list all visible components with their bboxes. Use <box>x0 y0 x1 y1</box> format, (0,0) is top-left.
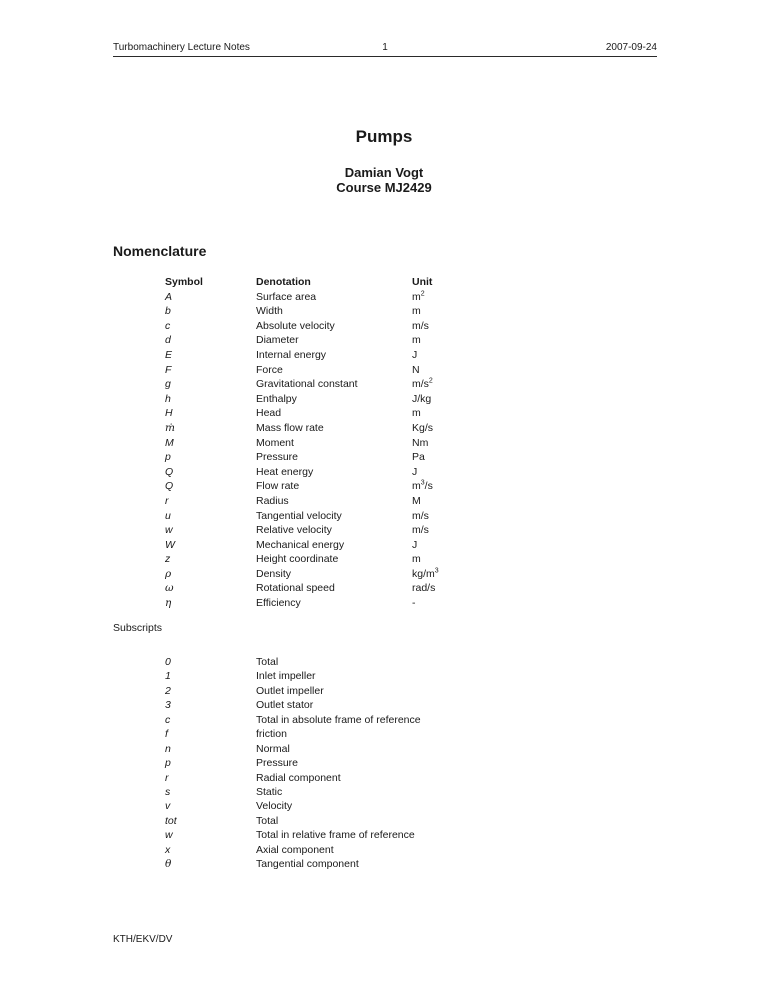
table-row <box>165 684 605 698</box>
course-code: Course MJ2429 <box>336 180 432 195</box>
denotation-cell: Gravitational constant <box>256 378 358 391</box>
nomenclature-table <box>165 275 605 611</box>
table-row <box>165 523 605 538</box>
symbol-cell: b <box>165 305 171 318</box>
symbol-cell: f <box>165 728 168 741</box>
table-row <box>165 377 605 392</box>
denotation-cell: Enthalpy <box>256 392 297 405</box>
denotation-cell: Head <box>256 407 282 420</box>
symbol-cell: 0 <box>165 656 171 668</box>
symbol-cell: F <box>165 363 172 376</box>
symbol-cell: W <box>165 538 175 551</box>
unit-cell: $kg/m^3$ <box>412 567 439 580</box>
denotation-cell: Relative velocity <box>256 524 332 537</box>
denotation-cell: Static <box>256 785 283 798</box>
symbol-cell: s <box>165 785 171 798</box>
symbol-cell: ρ <box>165 567 172 580</box>
symbol-cell: E <box>165 348 173 361</box>
symbol-cell: r <box>165 771 169 784</box>
unit-cell: J <box>412 538 418 551</box>
author-block <box>0 165 768 195</box>
subscripts-heading: Subscripts <box>113 622 163 634</box>
denotation-cell: Normal <box>256 742 290 755</box>
table-row <box>165 333 605 348</box>
denotation-cell: Efficiency <box>256 597 301 610</box>
table-row <box>165 406 605 421</box>
table-row <box>165 494 605 509</box>
symbol-cell: c <box>165 713 171 726</box>
symbol-cell: 3 <box>165 699 171 712</box>
unit-cell: J <box>412 465 418 478</box>
nomenclature-table-header <box>165 275 605 290</box>
table-row <box>165 771 605 785</box>
table-row <box>165 655 605 669</box>
denotation-cell: Radius <box>256 494 289 507</box>
symbol-cell: H <box>165 407 173 420</box>
symbol-cell: h <box>165 392 171 405</box>
denotation-cell: Outlet impeller <box>256 684 324 697</box>
denotation-cell: Pressure <box>256 451 299 464</box>
unit-cell: N <box>412 363 420 376</box>
table-row <box>165 436 605 451</box>
page-header <box>113 42 657 57</box>
symbol-cell: θ <box>165 858 172 871</box>
table-row <box>165 363 605 378</box>
subscripts-table <box>165 655 605 872</box>
header-document-title: Turbomachinery Lecture Notes <box>113 42 250 53</box>
denotation-cell: Total in relative frame of reference <box>256 829 415 842</box>
symbol-cell: ω <box>165 582 174 595</box>
unit-cell: m/s <box>412 319 429 332</box>
unit-cell: m <box>412 553 421 566</box>
denotation-cell: Width <box>256 305 283 318</box>
symbol-cell: A <box>165 290 173 303</box>
denotation-cell: Tangential velocity <box>256 509 342 522</box>
unit-cell: Kg/s <box>412 421 434 434</box>
table-row <box>165 421 605 436</box>
nomenclature-heading: Nomenclature <box>113 243 207 259</box>
denotation-cell: Flow rate <box>256 480 300 493</box>
table-row <box>165 581 605 596</box>
unit-cell: m <box>412 407 421 420</box>
table-row <box>165 392 605 407</box>
table-row <box>165 290 605 305</box>
denotation-cell: Moment <box>256 436 294 449</box>
unit-cell: $m/s^2$ <box>412 377 433 391</box>
header-page-number: 1 <box>382 42 388 53</box>
table-row <box>165 538 605 553</box>
symbol-cell: Q <box>165 465 174 478</box>
denotation-cell: Total in absolute frame of reference <box>256 713 421 726</box>
table-row <box>165 479 605 494</box>
table-row <box>165 552 605 567</box>
table-row <box>165 319 605 334</box>
table-row <box>165 843 605 857</box>
table-row <box>165 304 605 319</box>
denotation-cell: Rotational speed <box>256 582 335 595</box>
unit-cell: J <box>412 348 418 361</box>
unit-cell: - <box>412 597 416 610</box>
nomenclature-table-body <box>165 290 605 611</box>
denotation-cell: Tangential component <box>256 858 359 871</box>
unit-cell: Pa <box>412 451 425 464</box>
denotation-cell: friction <box>256 728 287 741</box>
symbol-cell: p <box>165 757 171 770</box>
author-name: Damian Vogt <box>344 165 424 180</box>
denotation-cell: Pressure <box>256 757 299 770</box>
table-row <box>165 465 605 480</box>
denotation-cell: Mechanical energy <box>256 538 345 551</box>
symbol-cell: w <box>165 829 173 842</box>
unit-cell: m/s <box>412 509 429 522</box>
denotation-cell: Surface area <box>256 290 317 303</box>
symbol-cell: g <box>165 378 171 391</box>
table-row <box>165 698 605 712</box>
table-row <box>165 828 605 842</box>
column-header-denotation: Denotation <box>256 276 311 288</box>
symbol-cell: η <box>165 597 172 610</box>
unit-cell: m <box>412 305 421 318</box>
symbol-cell: v <box>165 800 171 813</box>
symbol-cell: z <box>165 553 171 566</box>
denotation-cell: Heat energy <box>256 465 314 478</box>
table-row <box>165 596 605 611</box>
symbol-cell: tot <box>165 814 177 827</box>
symbol-cell: p <box>165 451 171 464</box>
symbol-cell: Q <box>165 480 174 493</box>
unit-cell: $m^3/s$ <box>412 479 433 493</box>
column-header-symbol: Symbol <box>165 276 203 288</box>
denotation-cell: Total <box>256 814 279 827</box>
symbol-cell: x <box>165 843 171 856</box>
symbol-cell: u <box>165 509 171 522</box>
table-row <box>165 756 605 770</box>
unit-cell: J/kg <box>412 392 432 405</box>
denotation-cell: Total <box>256 656 279 668</box>
table-row <box>165 799 605 813</box>
unit-cell: Nm <box>412 436 429 449</box>
symbol-cell: n <box>165 742 171 755</box>
table-row <box>165 669 605 683</box>
table-row <box>165 742 605 756</box>
denotation-cell: Axial component <box>256 843 334 856</box>
symbol-cell: 1 <box>165 670 171 683</box>
denotation-cell: Diameter <box>256 334 299 347</box>
denotation-cell: Mass flow rate <box>256 421 324 434</box>
table-row <box>165 857 605 871</box>
denotation-cell: Velocity <box>256 800 293 813</box>
denotation-cell: Density <box>256 567 292 580</box>
column-header-unit: Unit <box>412 276 433 288</box>
symbol-cell: w <box>165 524 173 537</box>
page-title: Pumps <box>355 127 413 146</box>
table-row <box>165 713 605 727</box>
unit-cell: m <box>412 334 421 347</box>
denotation-cell: Absolute velocity <box>256 319 335 332</box>
denotation-cell: Outlet stator <box>256 699 314 712</box>
table-row <box>165 814 605 828</box>
denotation-cell: Inlet impeller <box>256 670 316 683</box>
unit-cell: rad/s <box>412 582 436 595</box>
table-row <box>165 450 605 465</box>
symbol-cell: ṁ <box>165 421 175 434</box>
page-footer: KTH/EKV/DV <box>113 934 173 945</box>
denotation-cell: Internal energy <box>256 348 327 361</box>
table-row <box>165 348 605 363</box>
denotation-cell: Force <box>256 363 283 376</box>
symbol-cell: c <box>165 319 171 332</box>
unit-cell: M <box>412 494 421 507</box>
table-row <box>165 509 605 524</box>
denotation-cell: Height coordinate <box>256 553 339 566</box>
symbol-cell: r <box>165 494 169 507</box>
unit-cell: m/s <box>412 524 429 537</box>
symbol-cell: d <box>165 334 171 347</box>
denotation-cell: Radial component <box>256 771 341 784</box>
header-date: 2007-09-24 <box>605 42 657 53</box>
symbol-cell: 2 <box>165 684 171 697</box>
table-row <box>165 785 605 799</box>
unit-cell: $m^2$ <box>412 290 425 303</box>
symbol-cell: M <box>165 436 174 449</box>
table-row <box>165 567 605 582</box>
table-row <box>165 727 605 741</box>
